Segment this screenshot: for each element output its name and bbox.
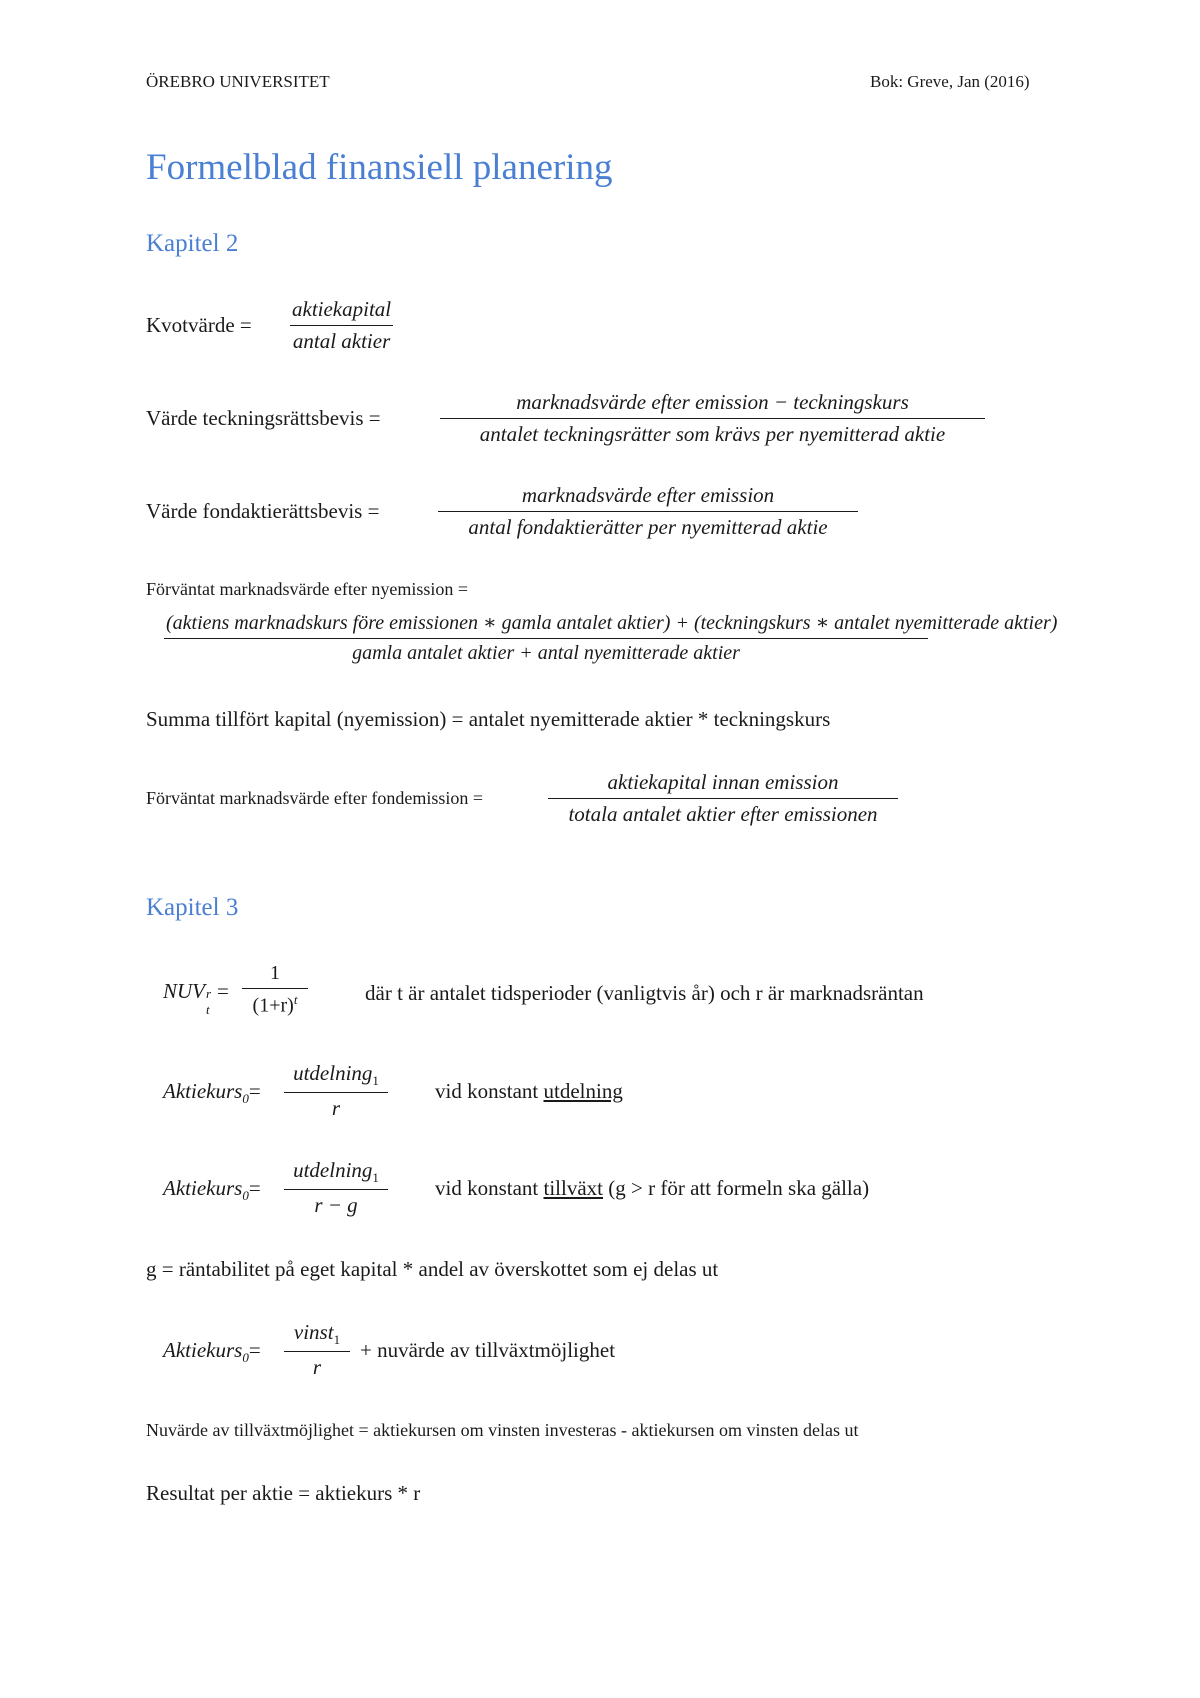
kvotvarde-numerator: aktiekapital xyxy=(292,297,392,321)
nuvarde-tillvaxt-definition: Nuvärde av tillväxtmöjlighet = aktiekursen om vinsten investeras - aktiekursen om vinsten delas ut xyxy=(146,1420,859,1440)
aktiekurs3-sub: 0 xyxy=(242,1350,249,1366)
aktiekurs2-sub: 0 xyxy=(242,1188,249,1204)
fondaktieratt-numerator: marknadsvärde efter emission xyxy=(521,483,775,507)
aktiekurs1-description xyxy=(435,1079,623,1104)
nuv-numerator: 1 xyxy=(270,962,280,984)
fondaktieratt-fraction xyxy=(438,483,858,540)
nuv-symbol: NUV xyxy=(163,979,205,1003)
chapter-3-heading: Kapitel 3 xyxy=(146,894,239,921)
aktiekurs1-denominator: r xyxy=(284,1092,388,1121)
nuv-fraction xyxy=(242,962,308,1018)
teckningsratt-fraction xyxy=(440,390,985,447)
teckningsratt-label: Värde teckningsrättsbevis = xyxy=(146,406,381,430)
aktiekurs1-numerator: utdelning xyxy=(293,1061,373,1085)
forvantat-nyemission-fraction xyxy=(164,610,1200,665)
aktiekurs2-fraction xyxy=(284,1158,388,1218)
nuv-denominator-exponent: t xyxy=(293,992,298,1007)
aktiekurs2-numerator-wrap xyxy=(284,1158,388,1189)
teckningsratt-denominator: antalet teckningsrätter som krävs per nyemitterad aktie xyxy=(440,418,985,447)
aktiekurs2-desc-underlined: tillväxt xyxy=(543,1176,603,1200)
teckningsratt-numerator: marknadsvärde efter emission − teckningskurs xyxy=(516,390,909,414)
aktiekurs3-denominator: r xyxy=(284,1351,350,1380)
nuv-sup: r xyxy=(206,986,212,1001)
forvantat-nyemission-denominator: gamla antalet aktier + antal nyemitterade aktier xyxy=(164,638,928,665)
nuv-denominator: (1+r) xyxy=(252,994,294,1017)
g-definition: g = räntabilitet på eget kapital * andel av överskottet som ej delas ut xyxy=(146,1257,719,1281)
aktiekurs2-equals: = xyxy=(248,1176,261,1200)
aktiekurs2-lhs xyxy=(163,1176,261,1204)
kvotvarde-denominator: antal aktier xyxy=(290,325,393,354)
summa-tillfort-kapital: Summa tillfört kapital (nyemission) = antalet nyemitterade aktier * teckningskurs xyxy=(146,707,831,731)
aktiekurs1-fraction xyxy=(284,1061,388,1121)
forvantat-fondemission-fraction xyxy=(548,770,898,827)
resultat-per-aktie: Resultat per aktie = aktiekurs * r xyxy=(146,1481,421,1505)
forvantat-fondemission-denominator: totala antalet aktier efter emissionen xyxy=(548,798,898,827)
aktiekurs2-denominator: r − g xyxy=(284,1189,388,1218)
chapter-2-heading: Kapitel 2 xyxy=(146,230,239,257)
aktiekurs3-equals: = xyxy=(248,1338,261,1362)
forvantat-nyemission-numerator: (aktiens marknadskurs före emissionen ∗ gamla antalet aktier) + (teckningskurs ∗ antalet nyemitterade aktier) xyxy=(166,612,1058,634)
aktiekurs3-symbol: Aktiekurs xyxy=(163,1338,243,1362)
aktiekurs1-desc-underlined: utdelning xyxy=(543,1079,623,1103)
aktiekurs2-desc-prefix: vid konstant xyxy=(435,1176,544,1200)
page-title: Formelblad finansiell planering xyxy=(146,147,613,188)
aktiekurs2-numerator: utdelning xyxy=(293,1158,373,1182)
aktiekurs1-sub: 0 xyxy=(242,1091,249,1107)
aktiekurs1-symbol: Aktiekurs xyxy=(163,1079,243,1103)
aktiekurs3-numerator-sub: 1 xyxy=(333,1332,341,1348)
aktiekurs2-description xyxy=(435,1176,869,1201)
aktiekurs2-numerator-sub: 1 xyxy=(372,1170,379,1186)
aktiekurs1-lhs xyxy=(163,1079,261,1107)
header-university: ÖREBRO UNIVERSITET xyxy=(146,72,330,91)
nuv-equals: = xyxy=(217,979,229,1003)
kvotvarde-fraction xyxy=(290,297,393,354)
forvantat-nyemission-label: Förväntat marknadsvärde efter nyemission = xyxy=(146,579,469,599)
nuv-sub: t xyxy=(206,1002,210,1017)
aktiekurs1-numerator-wrap xyxy=(284,1061,388,1092)
nuv-denominator-wrap xyxy=(242,988,308,1018)
forvantat-fondemission-numerator: aktiekapital innan emission xyxy=(607,770,839,794)
aktiekurs1-numerator-sub: 1 xyxy=(372,1073,379,1089)
aktiekurs2-symbol: Aktiekurs xyxy=(163,1176,243,1200)
nuv-description: där t är antalet tidsperioder (vanligtvis år) och r är marknadsräntan xyxy=(365,981,924,1005)
aktiekurs2-desc-suffix: (g > r för att formeln ska gälla) xyxy=(603,1176,870,1200)
aktiekurs3-numerator: vinst xyxy=(293,1320,334,1344)
forvantat-fondemission-label: Förväntat marknadsvärde efter fondemission = xyxy=(146,788,484,808)
aktiekurs3-numerator-wrap xyxy=(284,1320,350,1351)
fondaktieratt-denominator: antal fondaktierätter per nyemitterad aktie xyxy=(438,511,858,540)
kvotvarde-label: Kvotvärde = xyxy=(146,313,252,337)
aktiekurs3-lhs xyxy=(163,1338,261,1366)
aktiekurs3-description: + nuvärde av tillväxtmöjlighet xyxy=(360,1338,616,1362)
aktiekurs1-desc-prefix: vid konstant xyxy=(435,1079,544,1103)
aktiekurs1-equals: = xyxy=(248,1079,261,1103)
header-book-reference: Bok: Greve, Jan (2016) xyxy=(870,72,1030,91)
nuv-lhs xyxy=(163,979,229,1017)
aktiekurs3-fraction xyxy=(284,1320,350,1380)
fondaktieratt-label: Värde fondaktierättsbevis = xyxy=(146,499,380,523)
